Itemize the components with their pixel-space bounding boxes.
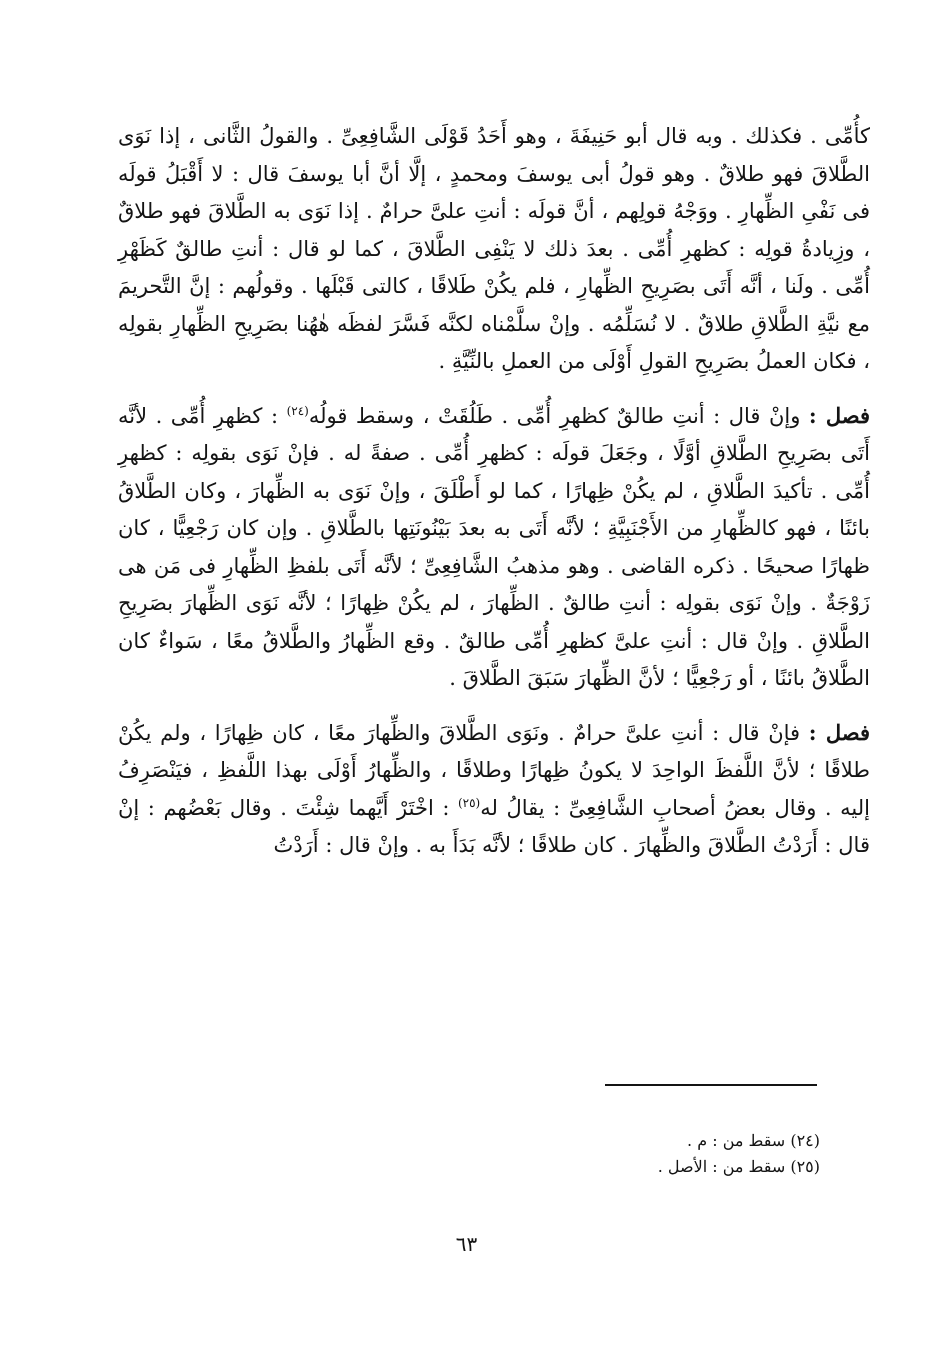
paragraph-2 (118, 397, 870, 698)
footnote-25 (560, 1154, 820, 1180)
text-line: بَعْضُهم : إنْ قال : أَرَدْتُ الطَّلاقَ والظِّهارَ . كان طلاقًا ؛ لأنَّه بَدَأَ به . وإنْ قال : أَرَدْتُ (118, 795, 870, 857)
text-line: وإنْ قال : أنتِ طالقٌ كظهرِ أُمِّى . طَلُقَتْ ، وسقط قولُه (308, 403, 801, 428)
footnote-ref-25: (٢٥) (457, 795, 481, 810)
text-line: الظِّهارَ ، لم يكُنْ ظِهارًا ؛ لأنَّه نَوَى الظِّهارَ بصَرِيحِ الطَّلاقِ . وإنْ قال : أنتِ علىَّ (118, 591, 870, 653)
text-line: فيَنْصَرِفُ إليه . وقال بعضُ أصحابِ الشَّافِعِىِّ : يقالُ له (118, 758, 870, 820)
text-line: الظِّهارَ سَبَقَ الطَّلاقَ . (449, 666, 632, 690)
text-fragment: : (270, 403, 287, 428)
text-line: كظهرِ أُمِّى طالقٌ . وقع الظِّهارُ والطَّلاقُ معًا ، سَواءٌ كان الطَّلاقُ بائنًا ، أو رَجْعِيًّا ؛ لأنَّ (118, 628, 870, 690)
footnotes (560, 1128, 820, 1180)
paragraph-1 (118, 118, 870, 381)
text-line: أُمِّى . ولَنا ، أنَّه أَتَى بصَرِيحِ الظِّهارِ ، فلم يكُنْ طَلاقًا ، كالتى قَبْلَها . وقولُهم : إنَّ (189, 274, 870, 298)
text-line: نَفْىِ الظِّهارِ . ووَجْهُ قولِهم ، أنَّ قولَه : أنتِ علىَّ حرامٌ . إذا نَوَى به الطَّلاقَ فهو طلاقٌ ، (118, 199, 870, 261)
text-line: وزِيادةُ قولِه : كظهرِ أُمِّى . بعدَ ذلك لا يَنْفِى الطَّلاقَ ، كما لو قال : أنتِ طالقٌ كَظَهْرِ (118, 236, 855, 261)
paragraph-3 (118, 714, 870, 865)
text-line: الشَّافِعِىِّ ؛ لأنَّه أَتَى بلفظِ الظِّهارِ فى مَن هى زَوْجَةٌ . وإنْ نَوَى بقولِه : أنتِ طالقٌ . (118, 553, 870, 615)
footnote-24 (560, 1128, 820, 1154)
footnote-ref-24: (٢٤) (286, 403, 309, 418)
text-line: الظِّهارِ بقولِه ، فكان العملُ بصَرِيحِ القولِ أَوْلَى من العملِ بالنِّيَّةِ . (118, 311, 870, 373)
text-line: بالطَّلاقِ . وإن كان رَجْعِيًّا ، كان ظهارًا صحيحًا . ذكره القاضى . وهو مذهبُ (118, 516, 870, 578)
text-line: بقولِه : كظهرِ أُمِّى . تأكيدَ الطَّلاقِ ، لم يكُنْ ظِهارًا ، كما لو أَطْلَقَ ، وإنْ نَوَى به (118, 441, 870, 503)
section-heading: فصل : (808, 719, 870, 745)
text-line: التَّحريمَ مع نيَّةِ الطَّلاقِ طلاقٌ . لا نُسَلِّمُه . وإنْ سلَّمْناه لكنَّه فَسَّرَ لفظَه هٰهُنا بصَرِيحِ (118, 274, 871, 336)
footnote-divider (605, 1084, 817, 1086)
text-line: الطَّلاقَ فهو طلاقٌ . وهو قولُ أبى يوسفَ ومحمدٍ ، إلَّا أنَّ أبا يوسفَ قال : لا أَقْبَلُ قولَه فى (118, 161, 870, 223)
footnote-text: سقط من : م . (687, 1131, 786, 1150)
page-number: ٦٣ (455, 1232, 478, 1256)
text-fragment: : اخْتَرْ أَيَّهما شِئْتَ . وقال (229, 795, 458, 820)
footnote-text: سقط من : الأصل . (657, 1157, 786, 1176)
footnote-number: (٢٥) (790, 1157, 820, 1176)
text-line: يكُنْ طلاقًا ؛ لأنَّ اللَّفظَ الواحِدَ لا يكونُ ظِهارًا وطلاقًا ، والظِّهارُ أَوْلَى بهذا اللَّفظِ ، (118, 720, 870, 782)
text-line: فإنْ قال : أنتِ علىَّ حرامٌ . ونَوَى الطَّلاقَ والظِّهارَ معًا ، كان ظِهارًا ، ولم (160, 720, 801, 745)
footnote-number: (٢٤) (790, 1131, 820, 1150)
text-line: الظِّهارَ ، وكان الطَّلاقُ بائنًا ، فهو كالظِّهارِ من الأَجْنَبِيَّةِ ؛ لأنَّه أَتَى به بعدَ بَيْنُونَتِها (118, 478, 870, 540)
section-heading: فصل : (808, 402, 870, 428)
text-line: كأُمِّى . فكذلك . وبه قال أبو حَنِيفَةَ ، وهو أَحَدُ قَوْلَى الشَّافِعِىِّ . والقولُ الثَّانى ، إذا نَوَى (118, 124, 870, 148)
main-text (118, 118, 870, 865)
text-line: كظهرِ أُمِّى . لأنَّه أَتَى بصَرِيحِ الطَّلاقِ أوَّلًا ، وجَعَلَ قولَه : كظهرِ أُمِّى . صفةً له . فإنْ نَوَى (118, 403, 870, 465)
